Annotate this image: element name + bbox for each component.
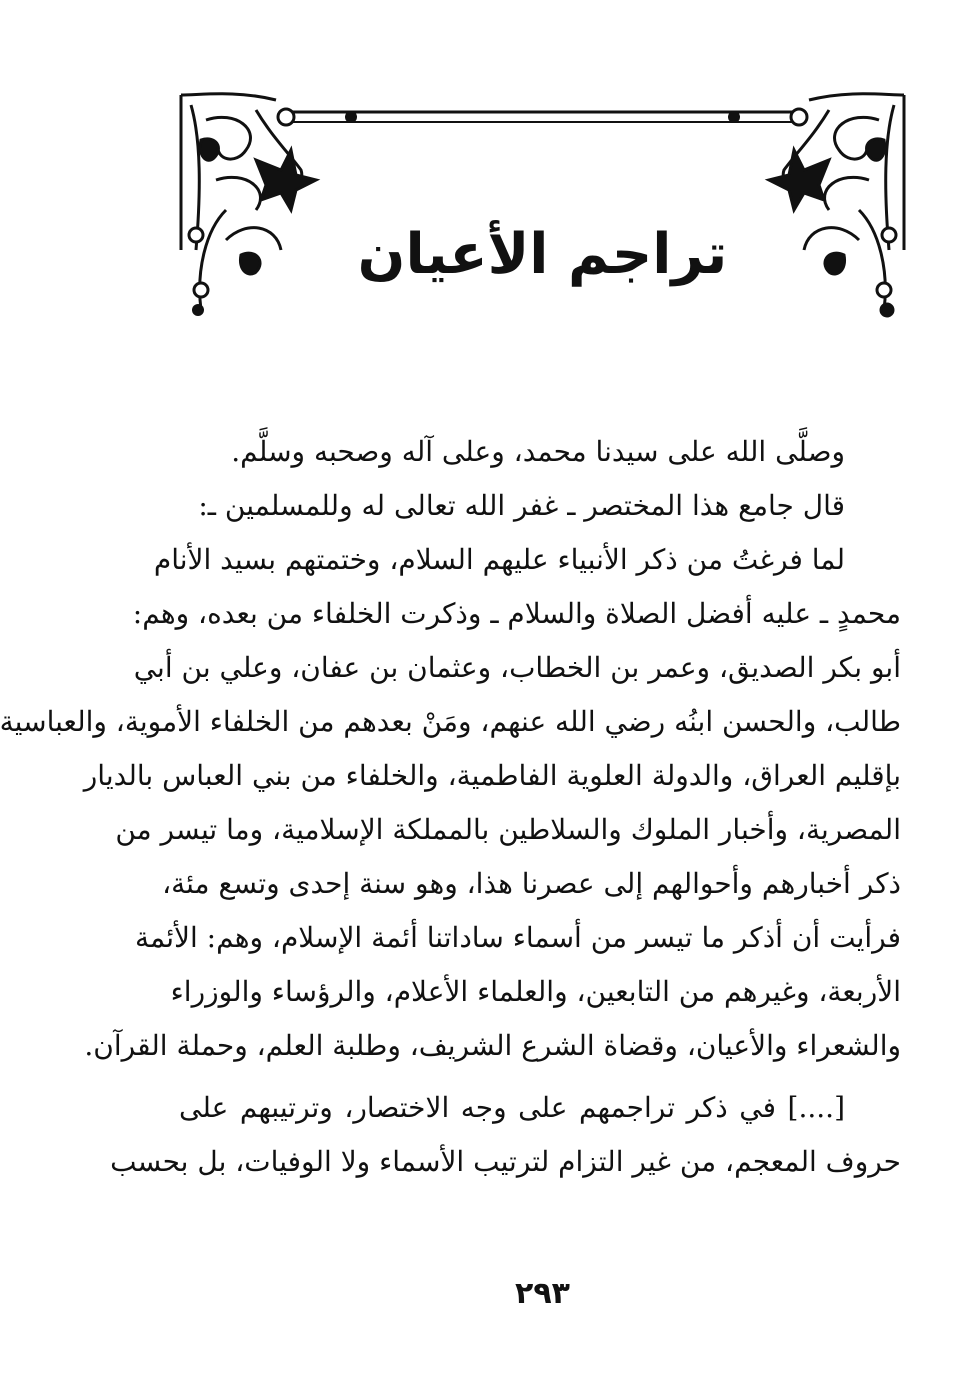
page-number: ٢٩٣ xyxy=(515,1276,570,1311)
text-line-10: فرأيت أن أذكر ما تيسر من أسماء ساداتنا أئمة الإسلام، وهم: الأئمة xyxy=(135,921,901,954)
text-line-11: الأربعة، وغيرهم من التابعين، والعلماء الأعلام، والرؤساء والوزراء xyxy=(170,975,901,1008)
text-line-6: طالب، والحسن ابنُه رضي الله عنهم، ومَنْ بعدهم من الخلفاء الأموية، والعباسية xyxy=(0,705,901,738)
text-line-14: حروف المعجم، من غير التزام لترتيب الأسماء ولا الوفيات، بل بحسب xyxy=(110,1145,901,1178)
main-text xyxy=(0,425,901,1189)
text-line-13: [....] في ذكر تراجمهم على وجه الاختصار، وترتيبهم على xyxy=(179,1091,845,1124)
text-line-2: قال جامع هذا المختصر ـ غفر الله تعالى له وللمسلمين ـ: xyxy=(198,489,845,522)
text-line-4: محمدٍ ـ عليه أفضل الصلاة والسلام ـ وذكرت الخلفاء من بعده، وهم: xyxy=(132,597,901,630)
text-line-3: لما فرغتُ من ذكر الأنبياء عليهم السلام، وختمتهم بسيد الأنام xyxy=(153,543,845,576)
text-line-9: ذكر أخبارهم وأحوالهم إلى عصرنا هذا، وهو سنة إحدى وتسع مئة، xyxy=(162,867,901,900)
text-line-5: أبو بكر الصديق، وعمر بن الخطاب، وعثمان بن عفان، وعلي بن أبي xyxy=(133,651,901,684)
text-line-12: والشعراء والأعيان، وقضاة الشرع الشريف، وطلبة العلم، وحملة القرآن. xyxy=(84,1029,901,1062)
text-line-7: بإقليم العراق، والدولة العلوية الفاطمية، والخلفاء من بني العباس بالديار xyxy=(83,759,901,792)
page-title: تراجم الأعيان xyxy=(357,222,728,287)
text-line-1: وصلَّى الله على سيدنا محمد، وعلى آله وصحبه وسلَّم. xyxy=(231,435,845,468)
text-line-8: المصرية، وأخبار الملوك والسلاطين بالمملكة الإسلامية، وما تيسر من xyxy=(115,813,901,846)
